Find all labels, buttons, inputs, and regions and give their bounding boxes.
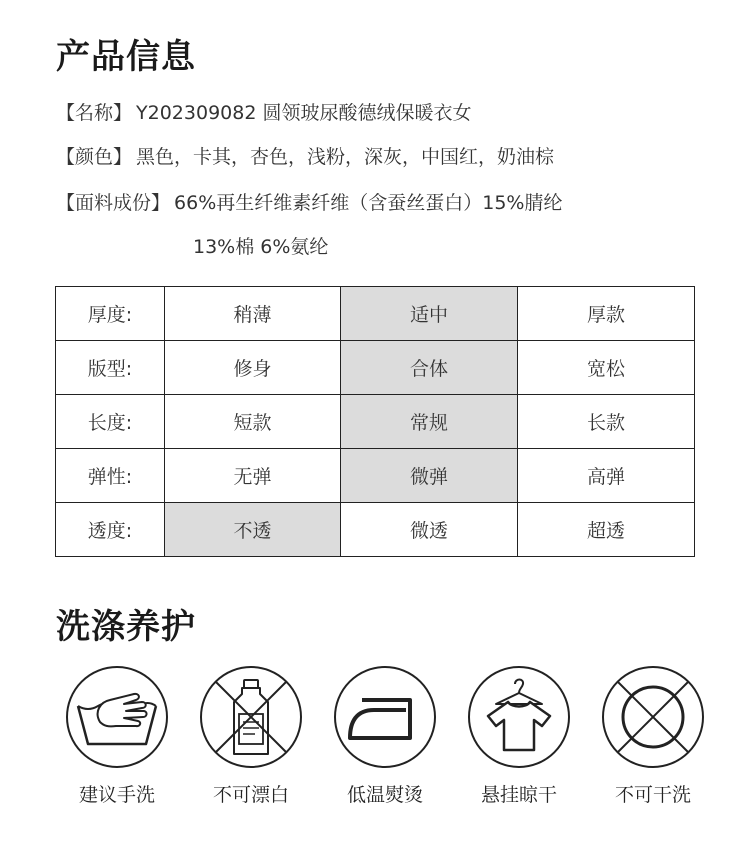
care-label-no-bleach: 不可漂白 [212, 784, 289, 806]
spec-option: 高弹 [518, 449, 695, 503]
care-item-hang-dry [459, 664, 579, 807]
product-fabric-value: 66%再生纤维素纤维（含蚕丝蛋白）15%腈纶 [174, 192, 563, 214]
care-label-no-dry-clean: 不可干洗 [614, 784, 691, 806]
product-name-line [56, 104, 471, 123]
spec-option-selected: 常规 [341, 395, 518, 449]
spec-option-selected: 合体 [341, 341, 518, 395]
product-color-value: 黑色，卡其，杏色，浅粉，深灰，中国红，奶油棕 [136, 146, 555, 168]
no-dry-clean-icon [600, 664, 706, 770]
spec-option: 超透 [518, 503, 695, 557]
spec-option: 厚款 [518, 287, 695, 341]
spec-option: 稍薄 [165, 287, 341, 341]
spec-option-selected: 不透 [165, 503, 341, 557]
care-item-no-dry-clean [593, 664, 713, 807]
spec-row-label: 长度: [56, 395, 165, 449]
spec-row-label: 版型: [56, 341, 165, 395]
spec-row [56, 449, 695, 503]
spec-option: 无弹 [165, 449, 341, 503]
product-name-value: Y202309082 圆领玻尿酸德绒保暖衣女 [136, 102, 472, 124]
spec-option-selected: 微弹 [341, 449, 518, 503]
spec-row [56, 341, 695, 395]
spec-option-selected: 适中 [341, 287, 518, 341]
spec-option: 短款 [165, 395, 341, 449]
care-label-hang-dry: 悬挂晾干 [480, 784, 557, 806]
care-title: 洗涤养护 [56, 607, 196, 647]
spec-row-label: 透度: [56, 503, 165, 557]
care-item-low-iron [325, 664, 445, 807]
care-item-no-bleach [191, 664, 311, 807]
spec-table [55, 286, 695, 557]
care-label-hand-wash: 建议手洗 [78, 784, 155, 806]
product-color-label: 【颜色】 [56, 146, 133, 168]
spec-row-label: 厚度: [56, 287, 165, 341]
spec-option: 宽松 [518, 341, 695, 395]
product-fabric-value-cont: 13%棉 6%氨纶 [193, 236, 329, 258]
product-color-line [56, 148, 554, 167]
spec-option: 修身 [165, 341, 341, 395]
spec-row-label: 弹性: [56, 449, 165, 503]
product-info-title: 产品信息 [56, 37, 196, 77]
spec-option: 微透 [341, 503, 518, 557]
spec-row [56, 287, 695, 341]
care-item-hand-wash [57, 664, 177, 807]
product-fabric-label: 【面料成份】 [56, 192, 171, 214]
spec-row [56, 503, 695, 557]
spec-option: 长款 [518, 395, 695, 449]
care-label-low-iron: 低温熨烫 [346, 784, 423, 806]
low-iron-icon [332, 664, 438, 770]
spec-row [56, 395, 695, 449]
product-name-label: 【名称】 [56, 102, 133, 124]
hang-dry-icon [466, 664, 572, 770]
no-bleach-icon [198, 664, 304, 770]
hand-wash-icon [64, 664, 170, 770]
product-fabric-line [56, 194, 562, 213]
